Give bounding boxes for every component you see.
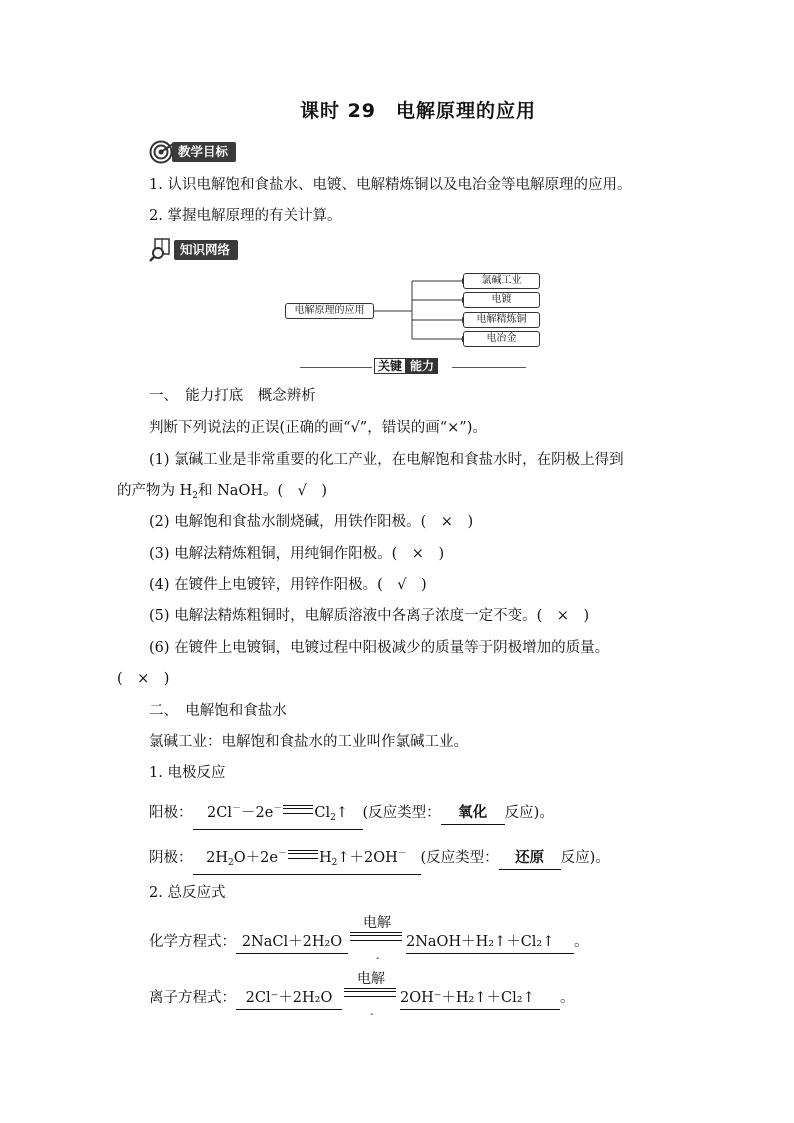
item6-line1: (6) 在镀件上电镀铜，电镀过程中阳极减少的质量等于阴极增加的质量。 — [149, 640, 610, 656]
objective-2: 2. 掌握电解原理的有关计算。 — [149, 208, 342, 224]
diagram-branch-refining: 电解精炼铜 — [463, 312, 540, 328]
network-badge — [149, 238, 238, 262]
anode-eq-d: ↑ — [335, 805, 348, 821]
cathode-eq-c: H — [319, 850, 332, 866]
objectives-badge-label: 教学目标 — [172, 142, 236, 162]
anode-eq-a: 2Cl — [207, 805, 232, 821]
cathode-row — [149, 843, 610, 875]
anode-eq-sub: 2 — [330, 813, 336, 823]
item1-line2 — [117, 480, 327, 507]
anode-eq-sup2: － — [273, 804, 283, 814]
cathode-equation — [193, 843, 421, 875]
cathode-type-pre: (反应类型： — [420, 850, 499, 866]
section2-heading: 二、 电解饱和食盐水 — [149, 703, 287, 719]
ion-right: 2OH⁻＋H₂↑＋Cl₂↑ — [400, 987, 560, 1010]
section1-intro: 判断下列说法的正误(正确的画“√”，错误的画“×”)。 — [149, 420, 487, 436]
item3: (3) 电解法精炼粗铜，用纯铜作阳极。( × ) — [149, 546, 445, 562]
ion-period: 。 — [560, 990, 575, 1006]
item1-line2-pre: 的产物为 H — [117, 483, 193, 499]
item2: (2) 电解饱和食盐水制烧碱，用铁作阳极。( × ) — [149, 514, 474, 530]
anode-eq-c: Cl — [314, 805, 331, 821]
anode-equation — [193, 798, 363, 830]
ion-left: 2Cl⁻＋2H₂O — [236, 987, 342, 1010]
equals-sign — [288, 850, 318, 859]
anode-eq-b: －2e — [241, 805, 274, 821]
chem-right: 2NaOH＋H₂↑＋Cl₂↑ — [406, 931, 574, 954]
diagram-branch-chlor-alkali: 氯碱工业 — [463, 273, 540, 289]
section1-heading: 一、 能力打底 概念辨析 — [149, 388, 316, 404]
cathode-eq-sup1: － — [277, 849, 287, 859]
diagram-root: 电解原理的应用 — [285, 303, 374, 319]
item5: (5) 电解法精炼粗铜时，电解质溶液中各离子浓度一定不变。( × ) — [149, 608, 590, 624]
key-ability-banner — [300, 358, 526, 376]
diagram-branch-plating: 电镀 — [463, 292, 540, 308]
anode-type-pre: (反应类型： — [362, 805, 441, 821]
cathode-type-answer: 还原 — [499, 847, 561, 870]
total-heading: 2. 总反应式 — [149, 885, 226, 901]
electrolysis-condition — [342, 971, 400, 1020]
cathode-eq-sub2: 2 — [331, 858, 338, 868]
anode-row — [149, 798, 554, 830]
electrode-heading: 1. 电极反应 — [149, 765, 226, 781]
anode-label: 阳极： — [149, 805, 193, 821]
cathode-eq-a: 2H — [206, 850, 229, 866]
anode-type-answer: 氧化 — [441, 802, 505, 825]
chem-left: 2NaCl＋2H₂O — [236, 931, 348, 954]
condition-label: 电解 — [363, 915, 391, 931]
section2-intro: 氯碱工业：电解饱和食盐水的工业叫作氯碱工业。 — [149, 734, 468, 750]
chem-equation-row — [149, 915, 589, 964]
item1-line1: (1) 氯碱工业是非常重要的化工产业，在电解饱和食盐水时，在阴极上得到 — [149, 452, 624, 468]
cathode-label: 阴极： — [149, 850, 193, 866]
diagram-branch-metallurgy: 电冶金 — [463, 331, 540, 347]
banner-right: 能力 — [406, 358, 438, 374]
page-title: 课时 29 电解原理的应用 — [299, 100, 537, 122]
objectives-badge — [149, 140, 236, 164]
anode-eq-sup1: － — [232, 804, 242, 814]
cathode-eq-d: ↑＋2OH — [337, 850, 398, 866]
banner-left: 关键 — [374, 358, 406, 374]
item1-sub: 2 — [192, 491, 198, 501]
ion-label: 离子方程式： — [149, 990, 236, 1006]
condition-tick: - — [376, 953, 380, 964]
item4: (4) 在镀件上电镀锌，用锌作阳极。( √ ) — [149, 577, 427, 593]
network-badge-label: 知识网络 — [174, 240, 238, 260]
objective-1: 1. 认识电解饱和食盐水、电镀、电解精炼铜以及电冶金等电解原理的应用。 — [149, 177, 632, 193]
equals-sign — [283, 805, 313, 814]
chem-period: 。 — [574, 934, 589, 950]
ion-equation-row — [149, 971, 575, 1020]
condition-tick: - — [370, 1009, 374, 1020]
chem-label: 化学方程式： — [149, 934, 236, 950]
cathode-type-post: 反应)。 — [560, 850, 610, 866]
book-magnifier-icon — [149, 237, 177, 263]
item6-line2: ( × ) — [117, 671, 170, 687]
condition-label: 电解 — [357, 971, 385, 987]
cathode-eq-sup2: － — [397, 849, 407, 859]
cathode-eq-sub1: 2 — [228, 858, 234, 868]
anode-type-post: 反应)。 — [504, 805, 554, 821]
cathode-eq-b: O＋2e — [233, 850, 278, 866]
electrolysis-condition — [348, 915, 406, 964]
item1-line2-post: 和 NaOH。( √ ) — [198, 483, 328, 499]
